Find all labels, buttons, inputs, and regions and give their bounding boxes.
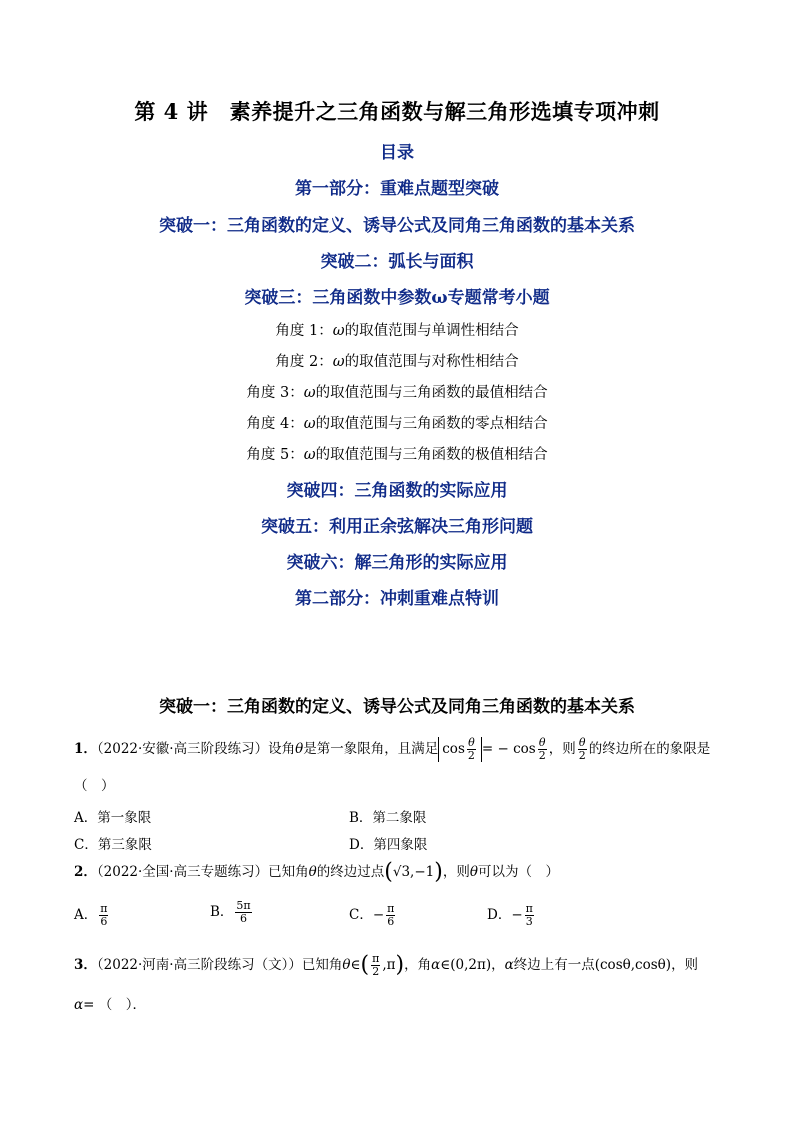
toc-angle-3 [0, 381, 794, 402]
fraction-numerator: θ [538, 736, 546, 749]
toc-angle-2 [0, 350, 794, 371]
toc-break5: 突破五：利用正余弦解决三角形问题 [261, 517, 533, 537]
element-of-symbol: ∈ [440, 957, 451, 973]
option-d[interactable] [487, 903, 536, 928]
toc-angle-prefix: 角度 1： [275, 323, 333, 339]
option-label: C． [349, 907, 373, 923]
omega-symbol: ω [332, 354, 345, 370]
toc-angle-4 [0, 412, 794, 433]
cos-text: cos [442, 741, 465, 757]
fraction-denominator: 2 [372, 965, 380, 978]
alpha-symbol: α [504, 957, 514, 973]
toc-part2: 第二部分：冲刺重难点特训 [295, 589, 499, 609]
abs-expression [438, 737, 482, 762]
toc-angle-5 [0, 443, 794, 464]
option-label: B． [210, 904, 234, 920]
theta-symbol: θ [469, 864, 478, 880]
option-d[interactable]: D．第四象限 [349, 837, 428, 853]
fraction [235, 900, 251, 925]
answer-blank: （ ） [74, 778, 115, 794]
question-text: = （ ）． [83, 997, 146, 1013]
question-text: ，角 [404, 957, 432, 973]
option-c[interactable]: C．第三象限 [74, 837, 152, 853]
question-3: 3．（2022·河南·高三阶段练习（文））已知角θ∈( $\frac{\pi}{2}$ ,π)，角α∈(0,2π)，α终边上有一点(cosθ,cosθ)，则 [74, 952, 699, 978]
question-text: 的终边所在的象限是 [588, 741, 711, 757]
fraction-denominator: 3 [525, 915, 533, 928]
question-text: 可以为（ ） [477, 864, 559, 880]
toc-break3: 突破三：三角函数中参数ω专题常考小题 [244, 288, 550, 308]
question-text: ，则 [548, 741, 576, 757]
toc-break2: 突破二：弧长与面积 [320, 252, 474, 272]
question-text: 的终边过点 [316, 864, 385, 880]
option-c[interactable] [349, 903, 397, 928]
question-number: 3． [74, 957, 97, 973]
question-text: 终边上有一点 [513, 957, 595, 973]
option-a[interactable]: A．第一象限 [74, 810, 152, 826]
toc-heading: 目录 [380, 143, 414, 163]
toc-break6: 突破六：解三角形的实际应用 [286, 553, 508, 573]
fraction-numerator: 5π [236, 899, 251, 912]
question-text: ，则 [442, 864, 470, 880]
omega-symbol: ω [303, 416, 316, 432]
question-source: （2022·河南·高三阶段练习（文）） [96, 957, 302, 973]
fraction-denominator: 6 [387, 915, 395, 928]
option-a[interactable] [74, 903, 110, 928]
toc-break4: 突破四：三角函数的实际应用 [286, 481, 508, 501]
toc-break1: 突破一：三角函数的定义、诱导公式及同角三角函数的基本关系 [159, 216, 635, 236]
fraction: $\frac{\theta}{2}$ [467, 736, 475, 762]
question-number: 2． [74, 864, 97, 880]
fraction [99, 903, 108, 928]
question-1 [74, 737, 710, 762]
toc-angle-text: 的取值范围与单调性相结合 [344, 323, 519, 339]
toc-angle-1 [0, 319, 794, 340]
section-title: 突破一：三角函数的定义、诱导公式及同角三角函数的基本关系 [159, 697, 635, 717]
question-source: （2022·安徽·高三阶段练习） [96, 741, 269, 757]
toc-part1: 第一部分：重难点题型突破 [295, 179, 499, 199]
point-coordinates: (cosθ,cosθ) [594, 957, 672, 973]
toc-angle-prefix: 角度 3： [246, 385, 304, 401]
fraction-numerator: π [372, 952, 380, 965]
option-b[interactable]: B．第二象限 [349, 810, 427, 826]
option-label: D． [487, 907, 512, 923]
question-text: 是第一象限角，且满足 [303, 741, 439, 757]
question-text: 已知角 [301, 957, 343, 973]
question-2: 2．（2022·全国·高三专题练习）已知角θ的终边过点(√3,−1)，则θ可以为（ ） [74, 859, 559, 885]
question-3-line2 [74, 995, 146, 1015]
question-text: 已知角 [268, 864, 309, 880]
fraction [371, 953, 380, 978]
toc-angle-prefix: 角度 5： [246, 447, 304, 463]
fraction-numerator: π [387, 902, 395, 915]
question-text: ， [491, 957, 505, 973]
fraction: $\frac{\theta}{2}$ [578, 736, 586, 762]
question-source: （2022·全国·高三专题练习） [96, 864, 269, 880]
fraction-denominator: 6 [240, 912, 248, 925]
interval-end: ,π [382, 957, 396, 973]
question-text: ，则 [671, 957, 699, 973]
interval: (0,2π) [450, 957, 492, 973]
omega-symbol: ω [303, 385, 316, 401]
fraction [525, 903, 534, 928]
alpha-symbol: α [74, 997, 84, 1013]
fraction-numerator: π [525, 902, 533, 915]
minus-sign: − [372, 907, 385, 923]
element-of-symbol: ∈ [350, 957, 361, 973]
omega-symbol: ω [332, 323, 345, 339]
fraction [386, 903, 395, 928]
theta-symbol: θ [295, 741, 304, 757]
theta-symbol: θ [342, 957, 351, 973]
equation-text: = − cos [481, 741, 536, 757]
toc-angle-prefix: 角度 4： [246, 416, 304, 432]
toc-angle-text: 的取值范围与三角函数的最值相结合 [315, 385, 548, 401]
fraction-denominator: 6 [100, 915, 108, 928]
question-number: 1． [74, 741, 97, 757]
point-coordinates: √3,−1 [392, 864, 435, 880]
fraction-numerator: θ [468, 736, 475, 749]
toc-angle-text: 的取值范围与对称性相结合 [344, 354, 519, 370]
toc-angle-text: 的取值范围与三角函数的零点相结合 [315, 416, 548, 432]
document-title: 第 4 讲 素养提升之三角函数与解三角形选填专项冲刺 [134, 99, 660, 124]
omega-symbol: ω [303, 447, 316, 463]
fraction: $\frac{\theta}{2}$ [538, 736, 546, 762]
alpha-symbol: α [431, 957, 441, 973]
question-text: 设角 [268, 741, 296, 757]
theta-symbol: θ [308, 864, 317, 880]
toc-angle-text: 的取值范围与三角函数的极值相结合 [315, 447, 548, 463]
option-label: A． [74, 907, 98, 923]
fraction-numerator: θ [578, 736, 586, 749]
fraction-numerator: π [100, 902, 108, 915]
option-b[interactable] [210, 900, 254, 925]
toc-angle-prefix: 角度 2： [275, 354, 333, 370]
minus-sign: − [511, 907, 523, 923]
